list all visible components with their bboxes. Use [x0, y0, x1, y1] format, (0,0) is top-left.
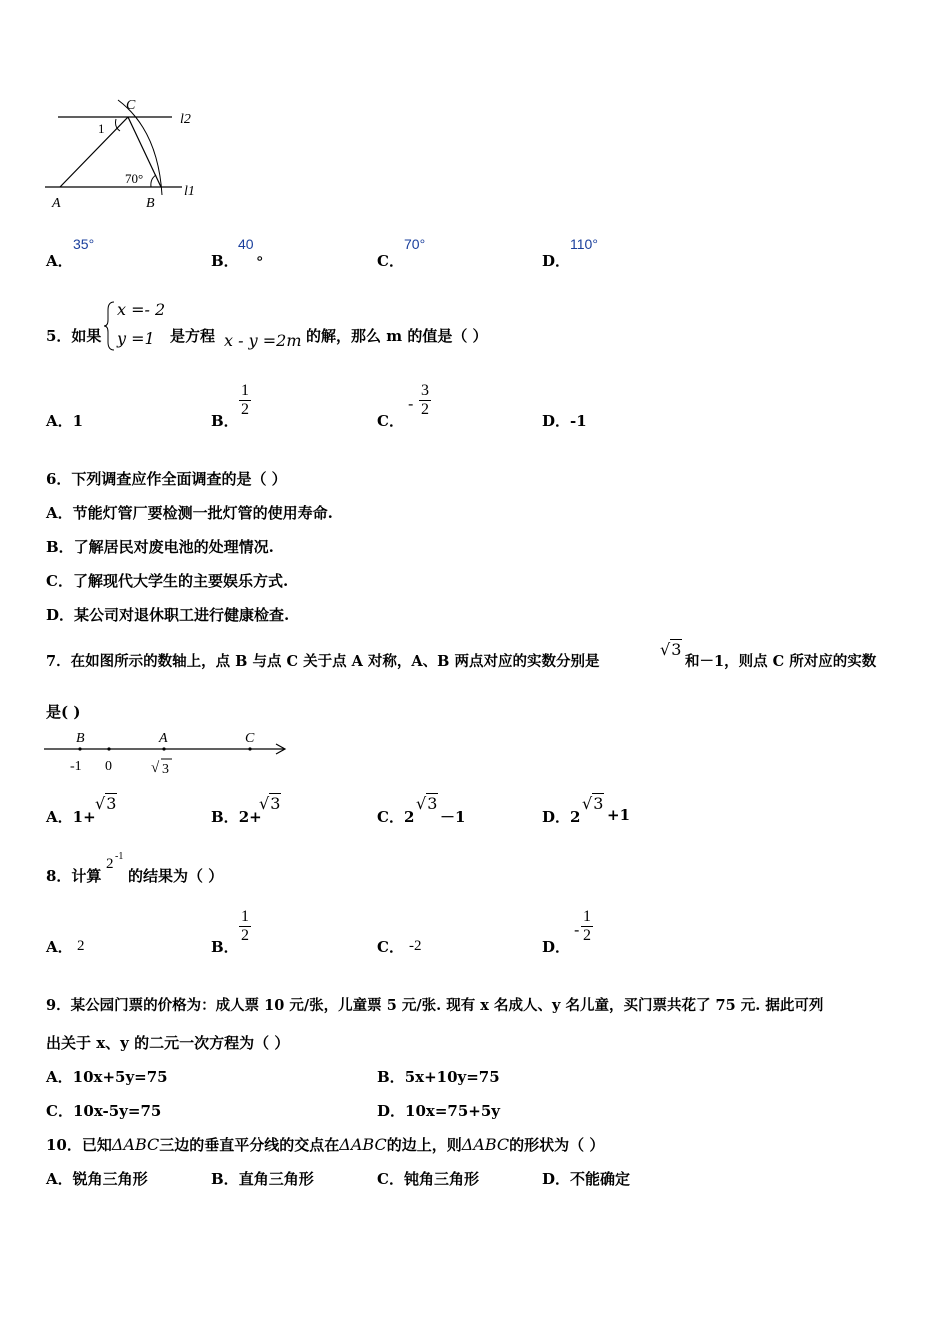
q7-option-b-sqrt: √3 — [259, 794, 281, 813]
numberline-tick-neg1: -1 — [70, 759, 82, 774]
q4-option-a-value: 35° — [73, 236, 95, 252]
q7-option-d[interactable]: D．2 — [542, 808, 581, 826]
q9-option-c[interactable]: C．10x-5y=75 — [46, 1102, 162, 1120]
label-l1: l1 — [184, 184, 195, 199]
q7-option-c[interactable]: C．2 — [377, 808, 415, 826]
q6-option-b[interactable]: B．了解居民对废电池的处理情况. — [46, 538, 274, 556]
q9-line1: 9．某公园门票的价格为：成人票 10 元/张，儿童票 5 元/张. 现有 x 名成人、y 名儿童，买门票共花了 75 元. 据此可列 — [46, 997, 824, 1014]
q8-option-a[interactable]: A． — [46, 938, 73, 956]
q9-line2: 出关于 x、y 的二元一次方程为（ ） — [46, 1034, 290, 1052]
q8-base: 2 — [106, 856, 114, 872]
q10-option-b[interactable]: B．直角三角形 — [211, 1170, 314, 1188]
q6-stem: 6．下列调查应作全面调查的是（ ） — [46, 470, 287, 488]
q4-option-b-value: 40 — [238, 236, 254, 252]
q8-prefix: 8．计算 — [46, 867, 102, 885]
q10-stem: 10．已知ΔABC三边的垂直平分线的交点在ΔABC的边上，则ΔABC的形状为（ ） — [46, 1135, 605, 1154]
q7-stem-part2: 和－1，则点 C 所对应的实数 — [685, 653, 877, 670]
q4-option-c[interactable]: C． — [377, 252, 404, 270]
q8-suffix: 的结果为（ ） — [128, 867, 224, 885]
q5-option-b[interactable]: B． — [211, 412, 239, 430]
q7-sqrt3: √3 — [660, 640, 682, 659]
q7-number-line — [40, 725, 290, 780]
q5-option-d[interactable]: D．-1 — [542, 412, 587, 430]
parallel-lines-figure — [40, 95, 210, 213]
q7-option-a-sqrt: √3 — [95, 794, 117, 813]
q7-option-c-after: －1 — [440, 808, 466, 826]
q5-option-c[interactable]: C． — [377, 412, 404, 430]
numberline-label-C: C — [245, 731, 255, 746]
q6-option-d[interactable]: D．某公司对退休职工进行健康检查. — [46, 606, 290, 624]
q9-option-d[interactable]: D．10x=75+5y — [377, 1102, 500, 1120]
q7-option-b[interactable]: B．2+ — [211, 808, 262, 826]
q8-option-d-sign: - — [574, 920, 580, 939]
q8-option-a-value: 2 — [77, 938, 85, 954]
q5-prefix: 5．如果 — [46, 327, 102, 345]
q5-option-c-sign: - — [408, 394, 414, 413]
q4-option-a[interactable]: A． — [46, 252, 73, 270]
q8-option-d-fraction: $\frac{1}{2}$ — [583, 908, 591, 944]
q10-option-d[interactable]: D．不能确定 — [542, 1170, 631, 1188]
numberline-tick-sqrt3: 3 — [162, 762, 169, 777]
q5-option-b-fraction: $\frac{1}{2}$ — [241, 382, 249, 418]
q7-option-c-sqrt: √3 — [416, 794, 438, 813]
q7-stem-line2: 是( ) — [46, 703, 81, 721]
q5-suffix: 的解，那么 m 的值是（ ） — [306, 327, 488, 345]
q5-option-a[interactable]: A．1 — [46, 412, 84, 430]
q5-option-c-fraction: $\frac{3}{2}$ — [421, 382, 429, 418]
q10-option-c[interactable]: C．钝角三角形 — [377, 1170, 479, 1188]
q4-option-d-value: 110° — [570, 236, 598, 252]
numberline-label-B: B — [76, 731, 85, 746]
q5-middle: 是方程 — [170, 327, 216, 345]
q9-option-b[interactable]: B．5x+10y=75 — [377, 1068, 500, 1086]
q7-option-a[interactable]: A．1+ — [46, 808, 96, 826]
q4-option-d[interactable]: D． — [542, 252, 571, 270]
q8-option-c-value: -2 — [409, 938, 422, 954]
q8-option-b-fraction: $\frac{1}{2}$ — [241, 908, 249, 944]
q5-equation: x - y =2m — [224, 331, 302, 350]
q6-option-a[interactable]: A．节能灯管厂要检测一批灯管的使用寿命. — [46, 504, 333, 522]
numberline-label-A: A — [159, 731, 168, 746]
q5-system-line2: y =1 — [117, 329, 155, 348]
q9-option-a[interactable]: A．10x+5y=75 — [46, 1068, 168, 1086]
label-angle-1: 1 — [98, 121, 105, 136]
q7-option-d-after: +1 — [607, 806, 631, 824]
q7-stem-part1: 7．在如图所示的数轴上，点 B 与点 C 关于点 A 对称，A、B 两点对应的实数分别是 — [46, 653, 600, 670]
q4-option-c-value: 70° — [404, 236, 426, 252]
q5-brace — [104, 300, 116, 352]
label-B: B — [146, 196, 155, 211]
q4-option-b[interactable]: B． — [211, 252, 239, 270]
q8-option-b[interactable]: B． — [211, 938, 239, 956]
q8-exponent: -1 — [115, 851, 124, 862]
q8-option-c[interactable]: C． — [377, 938, 404, 956]
label-A: A — [52, 196, 61, 211]
label-70: 70° — [125, 171, 144, 186]
label-l2: l2 — [180, 112, 191, 127]
q8-option-d[interactable]: D． — [542, 938, 571, 956]
label-C: C — [126, 98, 136, 113]
q6-option-c[interactable]: C．了解现代大学生的主要娱乐方式. — [46, 572, 289, 590]
q7-option-d-sqrt: √3 — [582, 794, 604, 813]
svg-text:√: √ — [151, 760, 160, 776]
numberline-tick-0: 0 — [105, 759, 112, 774]
q4-option-b-suffix: 。 — [257, 245, 273, 263]
q5-system-line1: x =- 2 — [117, 300, 166, 319]
q10-option-a[interactable]: A．锐角三角形 — [46, 1170, 148, 1188]
